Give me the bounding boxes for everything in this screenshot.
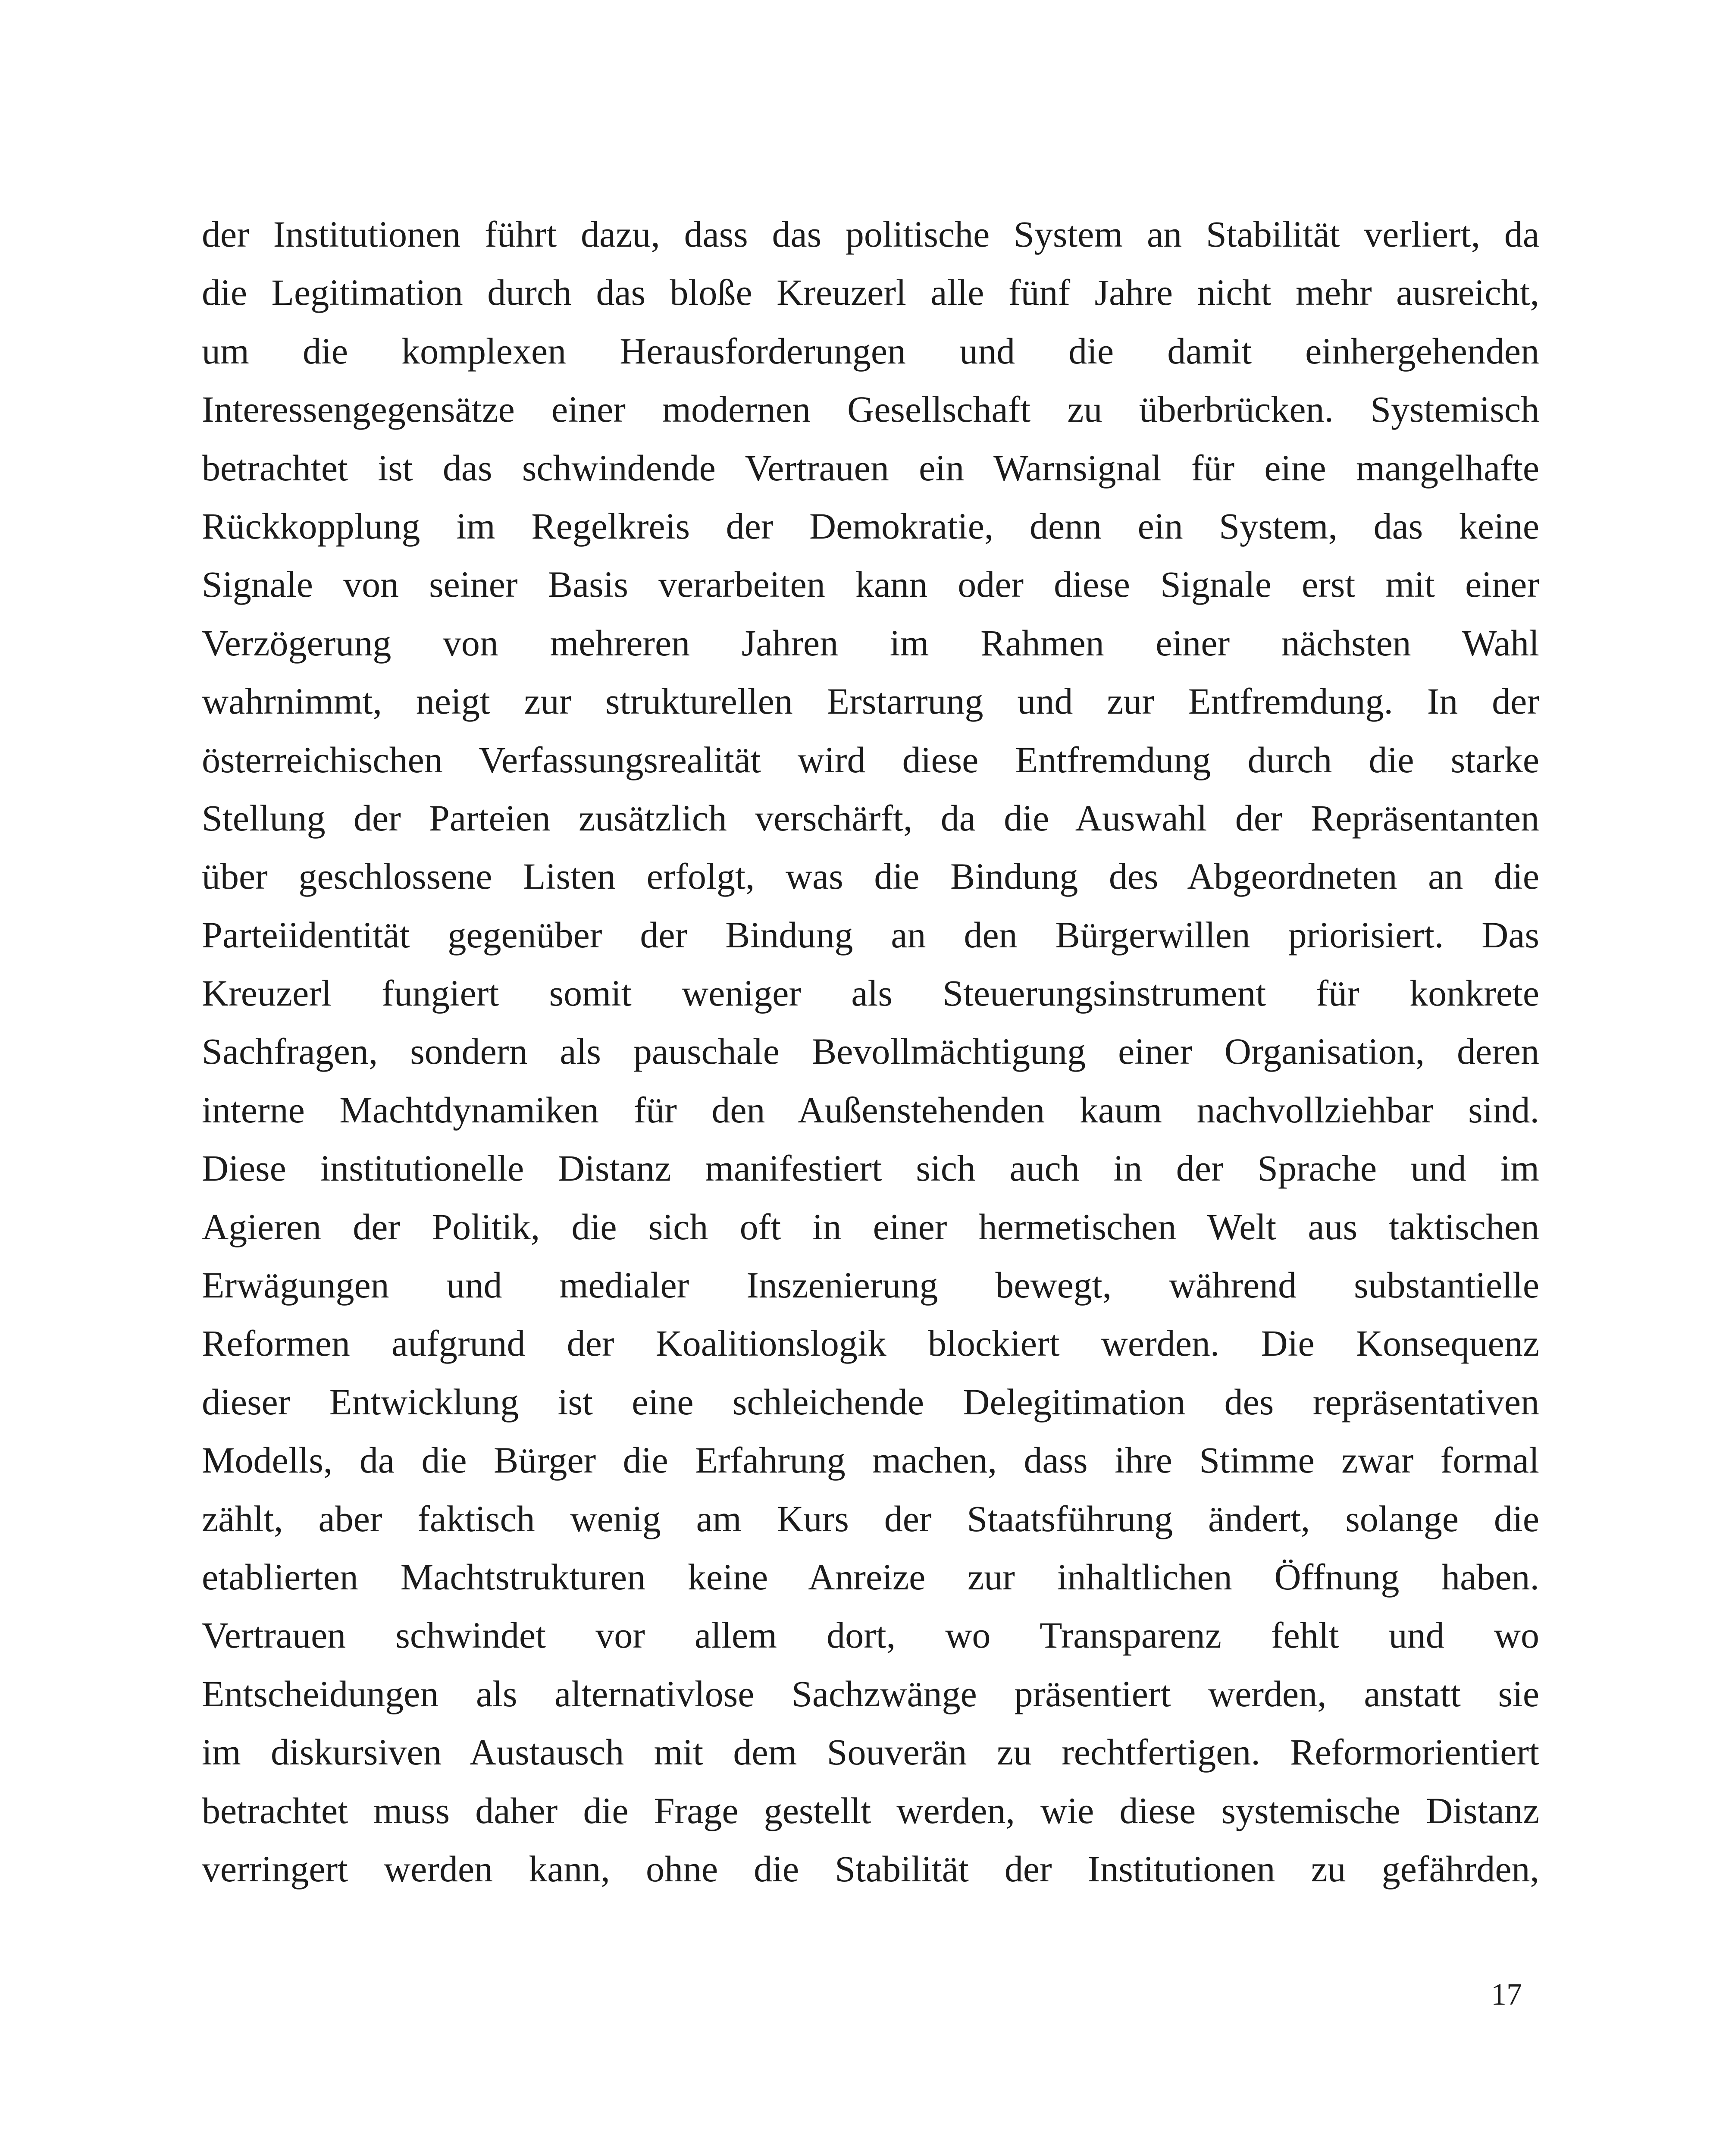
text-line: Reformen aufgrund der Koalitionslogik blockiert werden. Die Konsequenz xyxy=(202,1322,1539,1364)
text-line: um die komplexen Herausforderungen und die damit einhergehenden xyxy=(202,330,1539,372)
text-line: österreichischen Verfassungsrealität wird diese Entfremdung durch die starke xyxy=(202,739,1539,780)
text-line: die Legitimation durch das bloße Kreuzerl alle fünf Jahre nicht mehr ausreicht, xyxy=(202,272,1539,313)
text-line: betrachtet ist das schwindende Vertrauen ein Warnsignal für eine mangelhafte xyxy=(202,447,1539,489)
text-line: Agieren der Politik, die sich oft in einer hermetischen Welt aus taktischen xyxy=(202,1206,1539,1247)
text-line: betrachtet muss daher die Frage gestellt werden, wie diese systemische Distanz xyxy=(202,1789,1539,1831)
text-line: Diese institutionelle Distanz manifestiert sich auch in der Sprache und im xyxy=(202,1147,1539,1189)
text-line: zählt, aber faktisch wenig am Kurs der Staatsführung ändert, solange die xyxy=(202,1498,1539,1539)
text-line: Modells, da die Bürger die Erfahrung machen, dass ihre Stimme zwar formal xyxy=(202,1439,1539,1481)
text-line: Vertrauen schwindet vor allem dort, wo Transparenz fehlt und wo xyxy=(202,1614,1539,1656)
text-line: Verzögerung von mehreren Jahren im Rahmen einer nächsten Wahl xyxy=(202,622,1539,664)
text-line: verringert werden kann, ohne die Stabilität der Institutionen zu gefährden, xyxy=(202,1848,1539,1890)
text-line: Sachfragen, sondern als pauschale Bevollmächtigung einer Organisation, deren xyxy=(202,1031,1539,1072)
text-line: Stellung der Parteien zusätzlich verschärft, da die Auswahl der Repräsentanten xyxy=(202,797,1539,839)
text-line: Entscheidungen als alternativlose Sachzwänge präsentiert werden, anstatt sie xyxy=(202,1673,1539,1714)
text-line: Signale von seiner Basis verarbeiten kann oder diese Signale erst mit einer xyxy=(202,564,1539,605)
text-line: Erwägungen und medialer Inszenierung bewegt, während substantielle xyxy=(202,1264,1539,1306)
text-line: Rückkopplung im Regelkreis der Demokratie, denn ein System, das keine xyxy=(202,505,1539,547)
text-line: Parteiidentität gegenüber der Bindung an den Bürgerwillen priorisiert. Das xyxy=(202,914,1539,956)
text-line: dieser Entwicklung ist eine schleichende Delegitimation des repräsentativen xyxy=(202,1381,1539,1423)
text-line: der Institutionen führt dazu, dass das politische System an Stabilität verliert, da xyxy=(202,213,1539,255)
page-number: 17 xyxy=(1491,1977,1522,2012)
text-line: über geschlossene Listen erfolgt, was die Bindung des Abgeordneten an die xyxy=(202,856,1539,897)
text-line: interne Machtdynamiken für den Außenstehenden kaum nachvollziehbar sind. xyxy=(202,1089,1539,1131)
text-line: Interessengegensätze einer modernen Gesellschaft zu überbrücken. Systemisch xyxy=(202,389,1539,430)
text-line: Kreuzerl fungiert somit weniger als Steuerungsinstrument für konkrete xyxy=(202,972,1539,1014)
text-line: wahrnimmt, neigt zur strukturellen Erstarrung und zur Entfremdung. In der xyxy=(202,680,1539,722)
text-line: im diskursiven Austausch mit dem Souverän zu rechtfertigen. Reformorientiert xyxy=(202,1731,1539,1773)
text-line: etablierten Machtstrukturen keine Anreize zur inhaltlichen Öffnung haben. xyxy=(202,1556,1539,1598)
body-text xyxy=(202,205,1539,1898)
